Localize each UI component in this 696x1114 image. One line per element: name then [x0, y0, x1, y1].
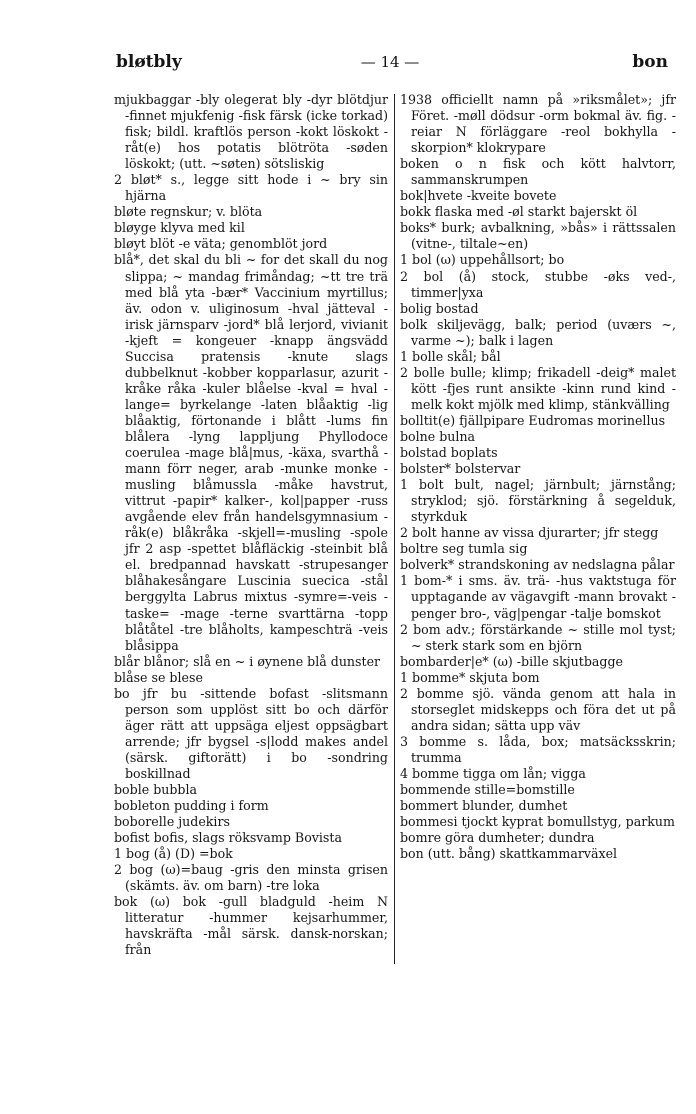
- dictionary-entry: boltre seg tumla sig: [400, 541, 528, 557]
- dictionary-entry: bommesi tjockt kyprat bomullstyg, parkum: [400, 814, 675, 830]
- dictionary-entry: boks* burk; avbalkning, »bås» i rättssalen (vitne-, tiltale~en): [400, 220, 676, 252]
- dictionary-entry: 2 bom adv.; förstärkande ~ stille mol tyst; ~ sterk stark som en björn: [400, 621, 676, 653]
- dictionary-entry: bomre göra dumheter; dundra: [400, 830, 595, 846]
- dictionary-entry: 2 bol (å) stock, stubbe -øks ved-, timmer|yxa: [400, 268, 676, 300]
- page-header: [112, 52, 668, 78]
- dictionary-entry: bløyt blöt -e väta; genomblöt jord: [114, 236, 328, 252]
- dictionary-entry: bon (utt. bång) skattkammarväxel: [400, 846, 618, 862]
- dictionary-entry: boborelle judekirs: [114, 814, 230, 830]
- dictionary-entry: bolster* bolstervar: [400, 461, 521, 477]
- dictionary-entry: 3 bomme s. låda, box; matsäcksskrin; trumma: [400, 733, 676, 765]
- dictionary-entry: bolverk* strandskoning av nedslagna pålar: [400, 557, 675, 573]
- dictionary-entry: 1 bom-* i sms. äv. trä- -hus vaktstuga för upptagande av vägavgift -mann brovakt -penger bro-, väg|pengar -talje bomskot: [400, 573, 676, 621]
- right-column: [400, 92, 676, 862]
- dictionary-entry: bolltit(e) fjällpipare Eudromas morinellus: [400, 412, 666, 428]
- dictionary-entry: bobleton pudding i form: [114, 798, 269, 814]
- page-number: — 14 —: [360, 53, 420, 71]
- dictionary-entry: 2 bolt hanne av vissa djurarter; jfr stegg: [400, 525, 659, 541]
- dictionary-entry: bokk flaska med -øl starkt bajerskt öl: [400, 204, 638, 220]
- column-divider: [394, 94, 395, 964]
- dictionary-entry: bolne bulna: [400, 428, 476, 444]
- dictionary-entry: 1938 officiellt namn på »riksmålet»; jfr Föret. -møll dödsur -orm bokmal äv. fig. -reiar N förläggare -reol bokhylla -skorpion* klokrypare: [400, 92, 676, 156]
- dictionary-entry: 1 bol (ω) uppehållsort; bo: [400, 252, 565, 268]
- header-right-word: bon: [632, 52, 668, 72]
- dictionary-entry: 2 bolle bulle; klimp; frikadell -deig* malet kött -fjes runt ansikte -kinn rund kind -melk kokt mjölk med klimp, stänkvälling: [400, 364, 676, 412]
- dictionary-entry: 1 bolle skål; bål: [400, 348, 501, 364]
- dictionary-entry: bolstad boplats: [400, 445, 498, 461]
- dictionary-entry: 2 bomme sjö. vända genom att hala in storseglet midskepps och föra det ut på andra sidan; sätta upp väv: [400, 685, 676, 733]
- left-column: [114, 92, 388, 959]
- dictionary-entry: bombarder|e* (ω) -bille skjutbagge: [400, 653, 623, 669]
- dictionary-entry: bolig bostad: [400, 300, 479, 316]
- dictionary-entry: 2 bløt* s., legge sitt hode i ~ bry sin hjärna: [114, 172, 388, 204]
- dictionary-entry: 1 bomme* skjuta bom: [400, 669, 540, 685]
- dictionary-entry: blåse se blese: [114, 669, 203, 685]
- dictionary-entry: 1 bolt bult, nagel; järnbult; järnstång; stryklod; sjö. förstärkning å segelduk, styrkduk: [400, 477, 676, 525]
- dictionary-entry: bommende stille=bomstille: [400, 782, 575, 798]
- dictionary-entry: blå*, det skal du bli ~ for det skall du nog slippa; ~ mandag frimåndag; ~tt tre trä med blå yta -bær* Vaccinium myrtillus; äv. odon v. uliginosum -hval jätteval -irisk järnsparv -jord* blå lerjord, vivianit -kjeft = kongeuer -knapp ängsvädd Succisa pratensis -knute slags dubbelknut -kobber kopparlasur, azurit -kråke råka -kuler blåelse -kval = hval -lange= byrkelange -laten blåaktig -lig blåaktig, förtonande i blått -lums fin blålera -lyng lappljung Phyllodoce coerulea -mage blå|mus, -käxa, svarthå -mann förr neger, arab -munke monke -musling blåmussla -måke havstrut, vittrut -papir* kalker-, kol|papper -russ avgående elev från handelsgymnasium -råk(e) blåkråka -skjell=-musling -spole jfr 2 asp -spettet blåfläckig -steinbit blå el. bredpannad havskatt -strupesanger blåhakesångare Luscinia suecica -stål berggylta Labrus mixtus -symre=-veis -taske= -mage -terne svarttärna -topp blåtåtel -tre blåholts, kampeschträ -veis blåsippa: [114, 252, 388, 653]
- dictionary-entry: bløte regnskur; v. blöta: [114, 204, 263, 220]
- dictionary-entry: 1 bog (å) (D) =bok: [114, 846, 233, 862]
- dictionary-entry: bofist bofis, slags röksvamp Bovista: [114, 830, 342, 846]
- dictionary-entry: bolk skiljevägg, balk; period (uværs ~, varme ~); balk i lagen: [400, 316, 676, 348]
- dictionary-entry: 4 bomme tigga om lån; vigga: [400, 765, 586, 781]
- dictionary-entry: bok|hvete -kveite bovete: [400, 188, 557, 204]
- dictionary-entry: 2 bog (ω)=baug -gris den minsta grisen (skämts. äv. om barn) -tre loka: [114, 862, 388, 894]
- dictionary-entry: bok (ω) bok -gull bladguld -heim N litteratur -hummer kejsarhummer, havskräfta -mål särsk. dansk-norskan; från: [114, 894, 388, 958]
- header-left-word: bløtbly: [116, 52, 182, 72]
- dictionary-entry: boble bubbla: [114, 782, 198, 798]
- dictionary-entry: bløyge klyva med kil: [114, 220, 245, 236]
- dictionary-entry: mjukbaggar -bly olegerat bly -dyr blötdjur -finnet mjukfenig -fisk färsk (icke torkad) fisk; bildl. kraftlös person -kokt löskokt -råt(e) hos potatis blötröta -søden löskokt; (utt. ~søten) sötsliskig: [114, 92, 388, 172]
- dictionary-entry: bo jfr bu -sittende bofast -slitsmann person som upplöst sitt bo och därför äger rätt att uppsäga eljest oppsägbart arrende; jfr bygsel -s|lodd makes andel (särsk. giftorätt) i bo -sondring boskillnad: [114, 685, 388, 781]
- dictionary-entry: blår blånor; slå en ~ i øynene blå dunster: [114, 653, 381, 669]
- dictionary-entry: boken o n fisk och kött halvtorr, sammanskrumpen: [400, 156, 676, 188]
- dictionary-entry: bommert blunder, dumhet: [400, 798, 568, 814]
